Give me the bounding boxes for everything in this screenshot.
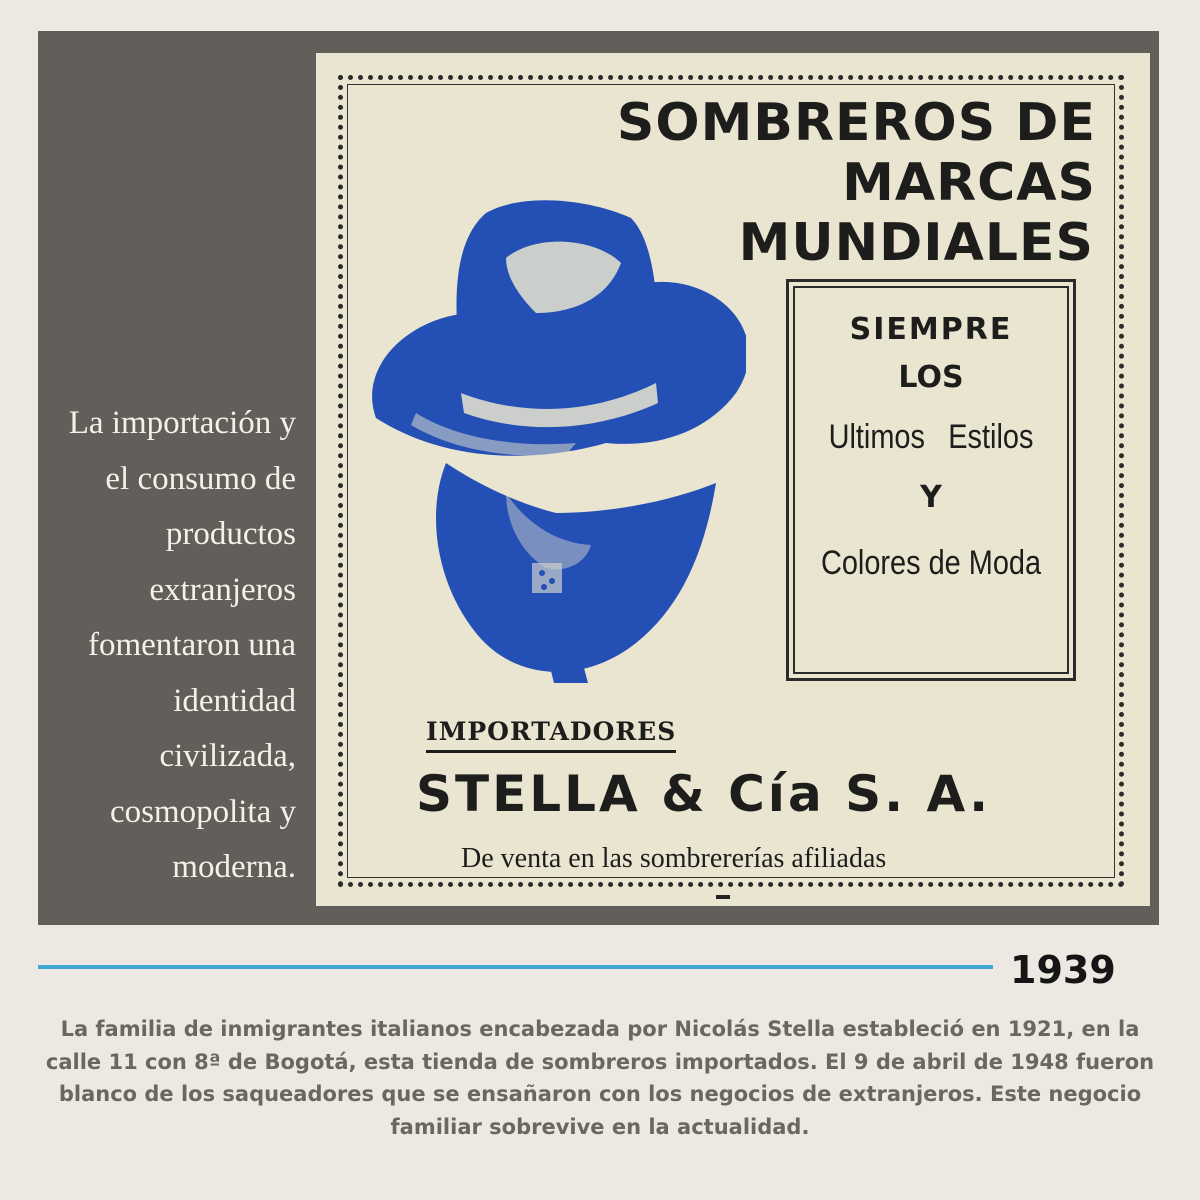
exhibit-panel	[38, 31, 1159, 925]
importers-label: IMPORTADORES	[426, 717, 676, 753]
box-line-1: SIEMPRE	[849, 312, 1013, 347]
box-line-2: LOS	[898, 360, 964, 395]
clipping-mark	[716, 895, 730, 899]
newspaper-clipping	[316, 53, 1150, 906]
box-line-3: Ultimos Estilos	[828, 418, 1034, 456]
styles-box	[786, 279, 1076, 681]
company-name: STELLA & Cía S. A.	[416, 765, 992, 823]
panel-quote: La importación y el consumo de productos extranjeros fomentaron una identidad civilizada, cosmopolita y moderna.	[68, 405, 296, 885]
headline-line-2: MUNDIALES	[738, 213, 1094, 273]
styles-box-inner	[793, 286, 1069, 674]
headline-line-1: SOMBREROS DE MARCAS	[616, 93, 1096, 213]
timeline-year: 1939	[1010, 948, 1116, 992]
sale-note: De venta en las sombrererías afiliadas	[461, 843, 887, 874]
exhibit-caption: La familia de inmigrantes italianos encabezada por Nicolás Stella estableció en 1921, en la calle 11 con 8ª de Bogotá, esta tienda de sombreros importados. El 9 de abril de 1948 fueron blanco de los saqueadores que se ensañaron con los negocios de extranjeros. Este negocio familiar sobrevive en la actualidad.	[45, 1017, 1155, 1139]
timeline-bar	[38, 965, 993, 969]
box-line-4: Y	[920, 480, 942, 515]
box-line-5: Colores de Moda	[820, 544, 1042, 582]
fedora-man-illustration	[356, 163, 746, 683]
